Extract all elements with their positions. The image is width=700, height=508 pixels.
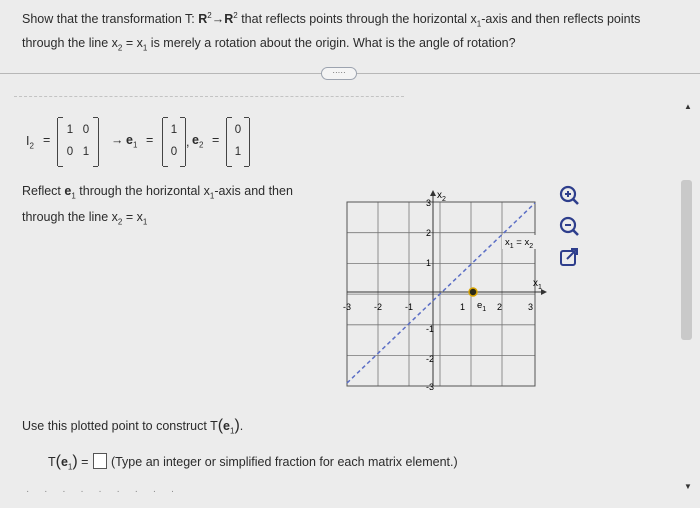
- y-tick-label: -2: [426, 354, 435, 364]
- popout-icon[interactable]: [558, 246, 580, 268]
- graph-tools: [558, 184, 584, 277]
- point-label: $e_1$: [477, 300, 487, 313]
- e1-label: $e_1$: [126, 133, 138, 150]
- zoom-in-icon[interactable]: [558, 184, 580, 206]
- y-tick-label: -1: [426, 324, 435, 334]
- zoom-out-icon[interactable]: [558, 215, 580, 237]
- x-axis-label: $x_1$: [533, 278, 542, 291]
- x-tick-label: -1: [405, 302, 414, 312]
- y-tick-label: 1: [426, 258, 432, 268]
- x-tick-label: 3: [528, 302, 534, 312]
- e2-vector: 0 1: [226, 118, 250, 166]
- prompt-line-2: through the line $x_2 = x_1$ is merely a rotation about the origin. What is the angle of rotation?: [22, 35, 516, 53]
- identity-label: $I_2$: [26, 134, 34, 151]
- y-axis-label: $x_2$: [437, 190, 446, 203]
- identity-matrix: 1 0 0 1: [57, 118, 99, 166]
- scroll-down-arrow-icon[interactable]: ▼: [684, 482, 692, 491]
- x-tick-label: 2: [497, 302, 503, 312]
- y-axis-arrow: [430, 190, 436, 196]
- scroll-up-arrow-icon[interactable]: ▲: [684, 102, 692, 111]
- x-tick-label: -3: [343, 302, 352, 312]
- prompt-line-1: Show that the transformation T: $R^2\to R^2$ that reflects points through the horizontal $x_1$-axis and then reflects points: [22, 11, 641, 29]
- answer-input-box[interactable]: [93, 453, 107, 469]
- coordinate-graph[interactable]: [330, 184, 560, 399]
- y-tick-label: 3: [426, 198, 432, 208]
- answer-hint: (Type an integer or simplified fraction for each matrix element.): [110, 455, 458, 469]
- y-tick-label: -3: [426, 382, 435, 392]
- question-prompt: [22, 6, 682, 57]
- y-tick-label: 2: [426, 228, 432, 238]
- reflect-instruction: Reflect $e_1$ through the horizontal $x_1$-axis and then through the line $x_2 = x_1$: [22, 184, 293, 226]
- line-label: $x_1 = x_2$: [505, 237, 534, 250]
- line-x1-eq-x2: [347, 203, 535, 383]
- plotted-point-e1[interactable]: [469, 288, 477, 296]
- e1-vector: 1 0: [162, 118, 186, 166]
- x-tick-label: -2: [374, 302, 383, 312]
- x-tick-label: 1: [460, 302, 466, 312]
- faint-dashed-line: [14, 96, 404, 97]
- e2-label: $e_2$: [192, 133, 204, 150]
- faint-footer-marks: · · · · · · · · ·: [26, 486, 181, 497]
- expand-more-button[interactable]: ·····: [321, 67, 357, 80]
- scrollbar-thumb[interactable]: [681, 180, 692, 340]
- answer-row: $T(e_1)$ = (Type an integer or simplified fraction for each matrix element.): [48, 453, 458, 472]
- use-point-instruction: Use this plotted point to construct $T(e_1)$.: [22, 417, 244, 436]
